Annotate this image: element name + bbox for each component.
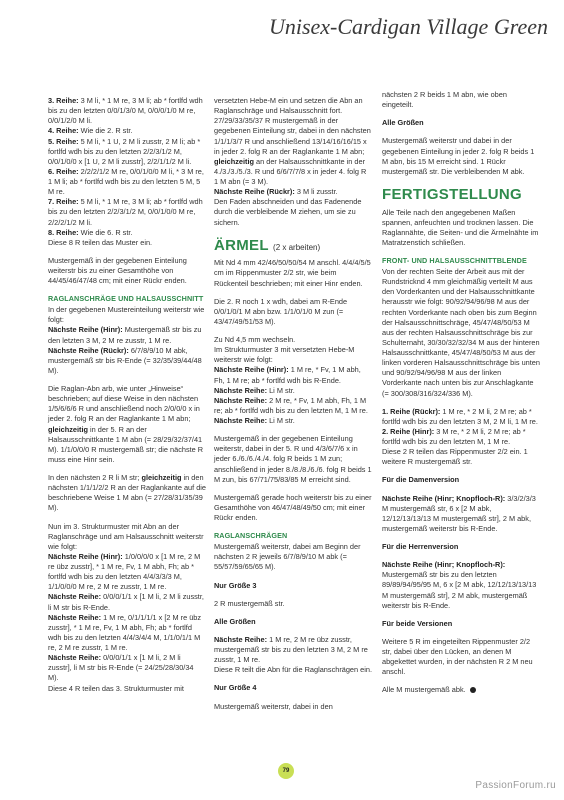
page-title: Unisex-Cardigan Village Green bbox=[268, 14, 548, 39]
paragraph bbox=[214, 335, 372, 426]
paragraph-final bbox=[382, 685, 540, 695]
row-instructions bbox=[48, 96, 206, 248]
section-heading-raglanschraegen: RAGLANSCHRÄGEN bbox=[214, 531, 288, 541]
text-segment: 2 M re, * Fv, 1 M abh, Fh, 1 M re; ab * fortlfd wdh bis zu den letzten M, 1 M re. bbox=[214, 395, 368, 415]
text-segment: 6/7/8/9/10 M abk, mustergemäß str bis R-Ende (= 32/35/39/44/48 M). bbox=[48, 345, 202, 375]
section-heading-raglan: RAGLANSCHRÄGE UND HALSAUSSCHNITT bbox=[48, 294, 204, 304]
text-segment: 5 M li, * 1 U, 2 M li zusstr, 2 M li; ab * fortlfd wdh bis zu den letzten 2/2/3/1/2 M, 0/0/1/0/0 x [1 U, 2 M li zusstr], 2/2/1/1/2 M li. bbox=[48, 136, 201, 166]
bold-label: Nächste Reihe (Rückr): bbox=[214, 187, 295, 197]
text-segment: in der 5. R an der Halsausschnittkante 1 M abn (= 28/29/32/37/41 M). 1/1/0/0/0 R mustergemäß str; die nächste R muss eine Hinr sein. bbox=[48, 424, 204, 464]
text-segment: Im Strukturmuster 3 mit versetzten Hebe-M weiterstr wie folgt: bbox=[214, 345, 355, 365]
paragraph bbox=[214, 635, 372, 676]
bold-label: 8. Reihe: bbox=[48, 227, 79, 237]
section-heading-fertigstellung: FERTIGSTELLUNG bbox=[382, 185, 523, 203]
section-heading-blende: FRONT- UND HALSAUSSCHNITTBLENDE bbox=[382, 256, 527, 266]
bold-label: 7. Reihe: bbox=[48, 197, 79, 207]
section-heading-aermel bbox=[214, 236, 372, 257]
paragraph bbox=[48, 384, 206, 465]
text-segment: In der gegebenen Mustereinteilung weiterstr wie folgt: bbox=[48, 305, 205, 325]
bold-label: Nächste Reihe (Hinr; Knopfloch-R): bbox=[382, 493, 506, 503]
column-3 bbox=[382, 90, 540, 704]
paragraph: Die 2. R noch 1 x wdh, dabei am R-Ende 0/0/1/0/1 M abn bzw. 1/1/0/1/0 M zun (= 43/47/49/51/53 M). bbox=[214, 296, 348, 326]
text-segment: 1 M re, 0/1/1/1/1 x [2 M re übz zusstr], * 1 M re, Fv, 1 M abh, Fh; ab * fortlfd wdh bis zu den letzten 4/4/3/4/4 M, 1/1/0/1/1 M re, 2 M re zusstr, 1 M re. bbox=[48, 612, 202, 653]
text-segment: Nun im 3. Strukturmuster mit Abn an der Raglanschräge und am Halsausschnitt weiterstr wie folgt: bbox=[48, 521, 204, 551]
text-segment: 5 M li, * 1 M re, 3 M li; ab * fortlfd wdh bis zu den letzten 2/2/3/1/2 M, 0/0/1/0/0 M re, 2/2/2/1/2 M li. bbox=[48, 197, 203, 227]
final-text: Alle M mustergemäß abk. bbox=[382, 685, 466, 695]
text-segment: Mustergemäß str bis zu den letzten 3 M, 2 M re zusstr, 1 M re. bbox=[48, 325, 202, 345]
text-segment: Wie die 6. R str. bbox=[78, 227, 133, 237]
text-segment: Li M str. bbox=[267, 385, 295, 395]
heading-text: ÄRMEL bbox=[214, 236, 269, 254]
column-1 bbox=[48, 96, 206, 702]
paragraph: Alle Teile nach den angegebenen Maßen spannen, anfeuchten und trocknen lassen. Die Raglannähte, die Seiten- und die Ärmelnähte im Matratzenstich schließen. bbox=[382, 207, 539, 247]
bold-label: Nächste Reihe: bbox=[48, 653, 102, 663]
paragraph: Von der rechten Seite der Arbeit aus mit der Rundstricknd 4 mm gleichmäßig verteilt M aus den Vorderkanten und der Halsausschnittkante herausstr wie folgt: 90/92/94/96/98 M aus der rechten Vorderkante nach oben bis zum Beginn der Halsausschnittschräge, 45/47/48/50/53 M aus der rechten Halsausschnittschräge bis zur Schulternaht, 30/30/32/32/34 M aus der hinteren Halsausschnittkante, 45/47/48/50/53 M aus der linken vorderen Halsausschnittschräge bis unten und 90/92/94/96/98 M aus der linken Vorderkante nach unten bis zur Anschlagkante (= 300/308/316/324/336 M). bbox=[382, 267, 540, 398]
bold-label: 4. Reihe: bbox=[48, 126, 79, 136]
text-segment: In den nächsten 2 R li M str; bbox=[48, 473, 142, 483]
text-segment: 2/2/2/1/2 M re, 0/0/1/0/0 M li, * 3 M re, 1 M li; ab * fortlfd wdh bis zu den letzten 5 M, 5 M re. bbox=[48, 166, 204, 197]
text-segment: Diese 8 R teilen das Muster ein. bbox=[48, 237, 153, 247]
text-segment: in den nächsten 1/1/1/2/2 R an der Raglankante auf die beschriebene Weise 1 M abn (= 27/28/31/35/39 M). bbox=[48, 473, 207, 513]
paragraph: nächsten 2 R beids 1 M abn, wie oben eingeteilt. bbox=[382, 90, 507, 110]
text-segment: Li M str. bbox=[267, 416, 295, 426]
subheading: Für beide Versionen bbox=[382, 618, 453, 628]
bold-label: Nächste Reihe (Hinr; Knopfloch-R): bbox=[382, 560, 506, 570]
text-segment: 3 M li zusstr. bbox=[294, 187, 338, 197]
bold-label: Nächste Reihe: bbox=[214, 416, 268, 426]
paragraph: Mustergemäß weiterstr und dabei in der gegebenen Einteilung in jeder 2. folg R beids 1 M abn, bis 15 M erreicht sind. 1 Rückr mustergemäß str. Die verbleibenden M abk. bbox=[382, 136, 535, 176]
subheading: Alle Größen bbox=[382, 118, 424, 128]
bold-label: 1. Reihe (Rückr): bbox=[382, 406, 441, 416]
bold-label: Nächste Reihe (Hinr): bbox=[214, 365, 289, 375]
text-segment: Zu Nd 4,5 mm wechseln. bbox=[214, 335, 296, 345]
paragraph: Mustergemäß in der gegebenen Einteilung weiterstr bis zu einer Gesamthöhe von 44/45/46/47/48 cm; mit einer Rückr enden. bbox=[48, 255, 187, 286]
subheading: Für die Damenversion bbox=[382, 475, 460, 485]
bold-label: Nächste Reihe: bbox=[48, 592, 102, 602]
bold-label: Nächste Reihe: bbox=[48, 612, 102, 622]
page-number: 79 bbox=[278, 763, 294, 779]
paragraph bbox=[48, 522, 206, 694]
bold-label: 3. Reihe: bbox=[48, 96, 79, 105]
subheading: Alle Größen bbox=[214, 616, 256, 626]
paragraph bbox=[382, 407, 540, 468]
paragraph: Mit Nd 4 mm 42/46/50/50/54 M anschl. 4/4/4/5/5 cm im Rippenmuster 2/2 str, wie beim Rückenteil beschrieben; mit einer Hinr enden. bbox=[214, 258, 371, 288]
column-2 bbox=[214, 96, 372, 720]
text-segment: Die Raglan-Abn arb, wie unter „Hinweise“ beschrieben; auf diese Weise in den nächsten 1/5/6/6/6 R und anschließend noch 2/0/0/0 x in jeder 2. folg R an der Raglankante 1 M abn; bbox=[48, 384, 200, 424]
bold-label: gleichzeitig bbox=[214, 156, 254, 166]
bold-label: Nächste Reihe: bbox=[214, 634, 268, 644]
text-segment: Den Faden abschneiden und das Fadenende durch die verbleibende M ziehen, um sie zu sichern. bbox=[214, 197, 362, 227]
subheading: Für die Herrenversion bbox=[382, 542, 459, 551]
text-segment: Diese 2 R teilen das Rippenmuster 2/2 ein. 1 weitere R mustergemäß str. bbox=[382, 447, 528, 467]
text-segment: 1 M re, 2 M re übz zusstr, mustergemäß str bis zu den letzten 3 M, 2 M re zusstr, 1 M re. bbox=[214, 634, 368, 665]
watermark: PassionForum.ru bbox=[475, 780, 556, 791]
bold-label: gleichzeitig bbox=[48, 424, 88, 434]
bold-label: 2. Reihe (Hinr): bbox=[382, 426, 435, 436]
text-segment: 1 M re, * Fv, 1 M abh, Fh, 1 M re; ab * fortlfd wdh bis R-Ende. bbox=[214, 365, 361, 385]
bold-label: gleichzeitig bbox=[141, 473, 182, 483]
paragraph: Mustergemäß weiterstr, dabei am Beginn der nächsten 2 R jeweils 6/7/8/9/10 M abk (= 55/57/59/65/65 M). bbox=[214, 542, 361, 572]
bold-label: Nächste Reihe (Hinr): bbox=[48, 551, 123, 561]
paragraph bbox=[48, 305, 206, 376]
paragraph: Mustergemäß in der gegebenen Einteilung weiterstr, dabei in der 5. R und 4/3/6/7/6 x in jeder 6./6./6./4./4. folg R beids 1 M zun; anschließend in jeder 8./8./8./6./6. folg R beids 1 M zun, bis 67/71/75/83/85 M erreicht sind. bbox=[214, 434, 372, 484]
text-segment: an der Halsausschnittkante in der 4./3./3./5./3. R und 6/6/7/7/8 x in jeder 4. folg R 1 M abn (= 3 M). bbox=[214, 156, 367, 186]
paragraph: Weitere 5 R im eingeteilten Rippenmuster 2/2 str, dabei über den Lücken, an denen M abgekettet wurden, in der nächsten R 2 M neu anschl. bbox=[382, 636, 533, 677]
text-segment: 3 M li, * 1 M re, 3 M li; ab * fortlfd wdh bis zu den letzten 0/0/1/3/0 M, 0/0/0/1/0 M re, 0/0/1/2/0 M li. bbox=[48, 96, 203, 126]
text-segment: Diese 4 R teilen das 3. Strukturmuster mit bbox=[48, 683, 184, 693]
paragraph: 2 R mustergemäß str. bbox=[214, 598, 285, 608]
subheading: Nur Größe 4 bbox=[214, 683, 257, 693]
bold-label: Nächste Reihe (Rückr): bbox=[48, 345, 129, 355]
text-segment: 3 M re, * 2 M li, 2 M re; ab * fortlfd wdh bis zu den letzten M, 1 M re. bbox=[382, 426, 526, 446]
text-segment: Wie die 2. R str. bbox=[78, 126, 133, 136]
text-segment: versetzten Hebe-M ein und setzen die Abn an Raglanschräge und Halsausschnitt fort. 27/29/33/35/37 R mustergemäß in der gegebenen Einteilung str, dabei in den nächsten 1/1/1/3/7 R und anschließend 13/14/16/16/15 x in jeder 2. folg R an der Raglankante 1 M abn; bbox=[214, 96, 371, 156]
end-marker-icon bbox=[470, 687, 476, 693]
text-segment: 0/0/0/1/1 x [1 M li, 2 M li zusstr, li M str bis R-Ende. bbox=[48, 592, 204, 612]
text-segment: 3/3/2/3/3 M mustergemäß str, 6 x [2 M abk, 12/12/13/13/13 M mustergemäß str], 2 M abk, mustergemäß weiterstr bis R-Ende. bbox=[382, 493, 536, 533]
bold-label: 6. Reihe: bbox=[48, 166, 79, 176]
paragraph bbox=[214, 96, 372, 228]
paragraph: Mustergemäß weiterstr, dabei in den bbox=[214, 701, 333, 711]
heading-note: (2 x arbeiten) bbox=[273, 242, 321, 252]
paragraph bbox=[48, 473, 206, 514]
text-segment: 0/0/0/1/1 x [1 M li, 2 M li zusstr], li M str bis R-Ende (= 24/25/28/30/34 M). bbox=[48, 653, 194, 683]
bold-label: Nächste Reihe: bbox=[214, 395, 268, 405]
paragraph bbox=[382, 560, 540, 611]
bold-label: 5. Reihe: bbox=[48, 136, 79, 146]
text-segment: Mustergemäß str bis zu den letzten 89/89/94/95/95 M, 6 x [2 M abk, 12/12/13/13/13 M mustergemäß str], 2 M abk, mustergemäß weiterstr bis R-Ende. bbox=[382, 570, 537, 610]
text-segment: 1/0/0/0/0 x [1 M re, 2 M re übz zusstr], * 1 M re, Fv, 1 M abh, Fh; ab * fortlfd wdh bis zu den letzten 4/4/3/3/3 M, 1/1/0/0/0 M re, 2 M re zusstr, 1 M re. bbox=[48, 551, 201, 592]
subheading: Nur Größe 3 bbox=[214, 580, 257, 590]
paragraph bbox=[382, 494, 540, 535]
bold-label: Nächste Reihe (Hinr): bbox=[48, 325, 123, 335]
bold-label: Nächste Reihe: bbox=[214, 385, 268, 395]
text-segment: 1 M re, * 2 M li, 2 M re; ab * fortlfd wdh bis zu den letzten 3 M, 2 M li, 1 M re. bbox=[382, 406, 538, 426]
paragraph: Mustergemäß gerade hoch weiterstr bis zu einer Gesamthöhe von 46/47/48/49/50 cm; mit einer Rückr enden. bbox=[214, 492, 372, 523]
text-segment: Diese R teilt die Abn für die Raglanschrägen ein. bbox=[214, 665, 372, 675]
